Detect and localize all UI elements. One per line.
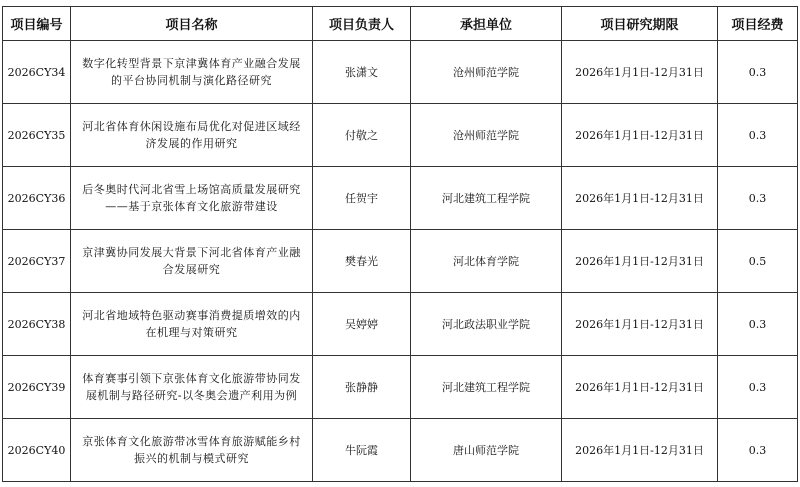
project-table xyxy=(2,6,798,482)
cell-institution: 沧州师范学院 xyxy=(411,41,562,104)
cell-project-funding: 0.3 xyxy=(718,41,798,104)
cell-project-code: 2026CY35 xyxy=(3,104,71,167)
header-project-leader: 项目负责人 xyxy=(313,7,411,41)
cell-institution: 唐山师范学院 xyxy=(411,419,562,482)
table-header-row xyxy=(3,7,798,41)
table-row xyxy=(3,230,798,293)
cell-research-period: 2026年1月1日-12月31日 xyxy=(562,230,718,293)
cell-project-code: 2026CY37 xyxy=(3,230,71,293)
cell-project-leader: 付敬之 xyxy=(313,104,411,167)
cell-institution: 河北建筑工程学院 xyxy=(411,356,562,419)
cell-institution: 河北政法职业学院 xyxy=(411,293,562,356)
cell-project-name: 数字化转型背景下京津冀体育产业融合发展的平台协同机制与演化路径研究 xyxy=(71,41,313,104)
cell-research-period: 2026年1月1日-12月31日 xyxy=(562,293,718,356)
cell-project-leader: 樊春光 xyxy=(313,230,411,293)
header-project-funding: 项目经费 xyxy=(718,7,798,41)
table-row xyxy=(3,293,798,356)
header-research-period: 项目研究期限 xyxy=(562,7,718,41)
cell-project-leader: 张潇文 xyxy=(313,41,411,104)
header-project-name: 项目名称 xyxy=(71,7,313,41)
cell-research-period: 2026年1月1日-12月31日 xyxy=(562,419,718,482)
cell-project-funding: 0.3 xyxy=(718,356,798,419)
cell-project-name: 后冬奥时代河北省雪上场馆高质量发展研究——基于京张体育文化旅游带建设 xyxy=(71,167,313,230)
cell-institution: 沧州师范学院 xyxy=(411,104,562,167)
table-row xyxy=(3,104,798,167)
cell-project-name: 京张体育文化旅游带冰雪体育旅游赋能乡村振兴的机制与模式研究 xyxy=(71,419,313,482)
cell-project-code: 2026CY34 xyxy=(3,41,71,104)
cell-project-leader: 吴婷婷 xyxy=(313,293,411,356)
cell-project-name: 河北省体育休闲设施布局优化对促进区域经济发展的作用研究 xyxy=(71,104,313,167)
cell-project-funding: 0.5 xyxy=(718,230,798,293)
cell-project-code: 2026CY40 xyxy=(3,419,71,482)
header-institution: 承担单位 xyxy=(411,7,562,41)
cell-project-funding: 0.3 xyxy=(718,104,798,167)
table-row xyxy=(3,167,798,230)
cell-project-leader: 牛阮霞 xyxy=(313,419,411,482)
cell-project-leader: 张静静 xyxy=(313,356,411,419)
table-row xyxy=(3,356,798,419)
cell-project-code: 2026CY38 xyxy=(3,293,71,356)
cell-project-funding: 0.3 xyxy=(718,293,798,356)
cell-institution: 河北体育学院 xyxy=(411,230,562,293)
cell-project-leader: 任贺宇 xyxy=(313,167,411,230)
cell-project-funding: 0.3 xyxy=(718,419,798,482)
cell-research-period: 2026年1月1日-12月31日 xyxy=(562,104,718,167)
cell-institution: 河北建筑工程学院 xyxy=(411,167,562,230)
cell-project-name: 京津冀协同发展大背景下河北省体育产业融合发展研究 xyxy=(71,230,313,293)
cell-project-code: 2026CY39 xyxy=(3,356,71,419)
header-project-code: 项目编号 xyxy=(3,7,71,41)
cell-research-period: 2026年1月1日-12月31日 xyxy=(562,167,718,230)
cell-project-code: 2026CY36 xyxy=(3,167,71,230)
cell-research-period: 2026年1月1日-12月31日 xyxy=(562,41,718,104)
cell-project-name: 体育赛事引领下京张体育文化旅游带协同发展机制与路径研究-以冬奥会遗产利用为例 xyxy=(71,356,313,419)
table-row xyxy=(3,41,798,104)
cell-project-funding: 0.3 xyxy=(718,167,798,230)
table-row xyxy=(3,419,798,482)
cell-research-period: 2026年1月1日-12月31日 xyxy=(562,356,718,419)
cell-project-name: 河北省地域特色驱动赛事消费提质增效的内在机理与对策研究 xyxy=(71,293,313,356)
